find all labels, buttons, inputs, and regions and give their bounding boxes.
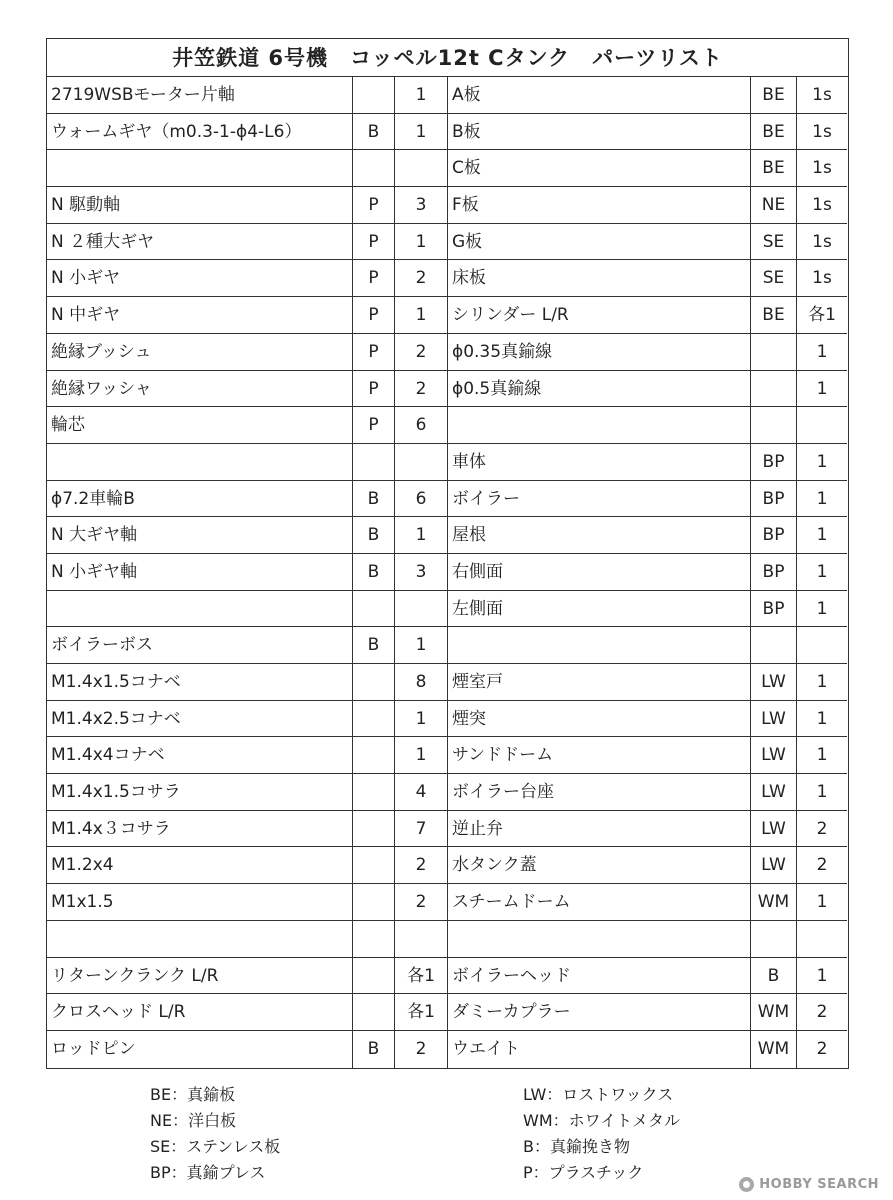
part-name-cell: 左側面: [448, 591, 751, 628]
part-name-cell: [448, 407, 751, 444]
material-cell: P: [353, 260, 395, 297]
part-name-cell: ウォームギヤ（m0.3-1-ϕ4-L6）: [47, 114, 353, 151]
quantity-cell: 1: [395, 517, 447, 554]
part-name-cell: M1.4x３コサラ: [47, 811, 353, 848]
quantity-cell: 1s: [797, 187, 847, 224]
quantity-cell: 1s: [797, 77, 847, 114]
material-cell: [353, 737, 395, 774]
part-name-cell: 輪芯: [47, 407, 353, 444]
quantity-cell: 2: [395, 260, 447, 297]
part-name-cell: 2719WSBモーター片軸: [47, 77, 353, 114]
hobby-search-logo-icon: [739, 1177, 754, 1192]
quantity-cell: 1: [797, 554, 847, 591]
material-cell: [353, 884, 395, 921]
material-cell: P: [353, 371, 395, 408]
legend-item: NE：洋白板: [150, 1111, 237, 1130]
part-name-cell: ϕ7.2車輪B: [47, 481, 353, 518]
quantity-cell: [395, 921, 447, 958]
material-cell: B: [353, 627, 395, 664]
quantity-cell: 1: [797, 517, 847, 554]
part-name-cell: 水タンク蓋: [448, 847, 751, 884]
material-cell: [353, 664, 395, 701]
quantity-cell: 1: [395, 114, 447, 151]
part-name-cell: リターンクランク L/R: [47, 958, 353, 995]
material-cell: LW: [751, 774, 797, 811]
material-cell: B: [353, 481, 395, 518]
legend-item: LW：ロストワックス: [523, 1085, 674, 1104]
table-row: [448, 664, 847, 701]
table-row: [47, 664, 447, 701]
part-name-cell: 屋根: [448, 517, 751, 554]
table-row: [47, 517, 447, 554]
material-cell: B: [751, 958, 797, 995]
material-cell: [353, 811, 395, 848]
quantity-cell: 3: [395, 187, 447, 224]
table-row: [448, 297, 847, 334]
quantity-cell: 1: [797, 737, 847, 774]
part-name-cell: M1.4x1.5コサラ: [47, 774, 353, 811]
part-name-cell: M1.4x1.5コナベ: [47, 664, 353, 701]
table-row: [47, 811, 447, 848]
table-row: [47, 77, 447, 114]
material-cell: BE: [751, 77, 797, 114]
table-row: [448, 517, 847, 554]
material-cell: BE: [751, 297, 797, 334]
material-cell: SE: [751, 260, 797, 297]
table-row: [448, 114, 847, 151]
quantity-cell: 1s: [797, 224, 847, 261]
part-name-cell: 車体: [448, 444, 751, 481]
part-name-cell: 逆止弁: [448, 811, 751, 848]
quantity-cell: [797, 627, 847, 664]
material-cell: P: [353, 334, 395, 371]
material-cell: WM: [751, 994, 797, 1031]
quantity-cell: 8: [395, 664, 447, 701]
quantity-cell: 1: [395, 297, 447, 334]
part-name-cell: サンドドーム: [448, 737, 751, 774]
quantity-cell: 各1: [395, 958, 447, 995]
part-name-cell: ロッドピン: [47, 1031, 353, 1068]
quantity-cell: 1: [797, 591, 847, 628]
table-row: [448, 627, 847, 664]
quantity-cell: 1: [395, 737, 447, 774]
part-name-cell: N 中ギヤ: [47, 297, 353, 334]
material-cell: B: [353, 114, 395, 151]
part-name-cell: N 小ギヤ: [47, 260, 353, 297]
part-name-cell: ϕ0.35真鍮線: [448, 334, 751, 371]
material-cell: LW: [751, 811, 797, 848]
table-row: [47, 224, 447, 261]
quantity-cell: 1s: [797, 150, 847, 187]
quantity-cell: 1s: [797, 114, 847, 151]
table-row: [47, 260, 447, 297]
material-cell: P: [353, 297, 395, 334]
legend-item: WM：ホワイトメタル: [523, 1111, 680, 1130]
table-row: [448, 994, 847, 1031]
material-cell: [751, 371, 797, 408]
material-cell: BP: [751, 591, 797, 628]
legend-right-column: [523, 1082, 680, 1192]
material-cell: B: [353, 517, 395, 554]
part-name-cell: シリンダー L/R: [448, 297, 751, 334]
part-name-cell: ボイラー: [448, 481, 751, 518]
material-cell: BP: [751, 517, 797, 554]
quantity-cell: 7: [395, 811, 447, 848]
table-row: [448, 737, 847, 774]
table-row: [47, 407, 447, 444]
quantity-cell: 4: [395, 774, 447, 811]
table-row: [448, 701, 847, 738]
parts-table: [47, 77, 848, 1068]
table-row: [448, 921, 847, 958]
quantity-cell: 1: [797, 774, 847, 811]
quantity-cell: 2: [797, 811, 847, 848]
table-row: [47, 334, 447, 371]
table-row: [448, 774, 847, 811]
legend-item: P：プラスチック: [523, 1163, 644, 1182]
table-row: [47, 591, 447, 628]
quantity-cell: 1: [797, 884, 847, 921]
watermark: [739, 1177, 879, 1192]
material-cell: P: [353, 224, 395, 261]
part-name-cell: ダミーカプラー: [448, 994, 751, 1031]
table-row: [47, 701, 447, 738]
table-row: [448, 811, 847, 848]
quantity-cell: 1: [797, 701, 847, 738]
table-row: [448, 224, 847, 261]
material-cell: B: [353, 554, 395, 591]
part-name-cell: N 駆動軸: [47, 187, 353, 224]
table-row: [448, 407, 847, 444]
quantity-cell: 1: [395, 627, 447, 664]
material-cell: P: [353, 187, 395, 224]
part-name-cell: [47, 921, 353, 958]
part-name-cell: G板: [448, 224, 751, 261]
legend-item: B：真鍮挽き物: [523, 1137, 630, 1156]
material-cell: [353, 701, 395, 738]
material-cell: LW: [751, 737, 797, 774]
material-cell: WM: [751, 884, 797, 921]
table-row: [448, 150, 847, 187]
material-cell: WM: [751, 1031, 797, 1068]
quantity-cell: 2: [395, 371, 447, 408]
material-cell: BP: [751, 554, 797, 591]
material-cell: [353, 847, 395, 884]
table-row: [448, 444, 847, 481]
table-row: [47, 114, 447, 151]
table-row: [47, 847, 447, 884]
part-name-cell: クロスヘッド L/R: [47, 994, 353, 1031]
quantity-cell: 2: [415, 1038, 427, 1059]
part-name-cell: C板: [448, 150, 751, 187]
quantity-cell: 各1: [797, 297, 847, 334]
quantity-cell: 1s: [797, 260, 847, 297]
table-row: [47, 994, 447, 1031]
material-cell: [751, 407, 797, 444]
material-cell: [353, 591, 395, 628]
legend-item: BE：真鍮板: [150, 1085, 236, 1104]
table-row: [448, 260, 847, 297]
page-title: 井笠鉄道 6号機 コッペル12t Cタンク パーツリスト: [47, 39, 848, 77]
quantity-cell: [797, 921, 847, 958]
quantity-cell: 1: [395, 77, 447, 114]
table-row: [47, 1031, 447, 1068]
part-name-cell: 煙突: [448, 701, 751, 738]
table-row: [47, 884, 447, 921]
part-name-cell: 床板: [448, 260, 751, 297]
parts-table-left: [47, 77, 448, 1068]
quantity-cell: 2: [816, 1038, 828, 1059]
material-cell: [353, 150, 395, 187]
part-name-cell: [448, 921, 751, 958]
legend-left-column: [150, 1082, 280, 1192]
part-name-cell: F板: [448, 187, 751, 224]
material-cell: [751, 334, 797, 371]
table-row: [47, 371, 447, 408]
quantity-cell: 1: [797, 371, 847, 408]
part-name-cell: 右側面: [448, 554, 751, 591]
table-row: [448, 958, 847, 995]
part-name-cell: M1.2x4: [47, 847, 353, 884]
material-cell: LW: [751, 664, 797, 701]
table-row: [448, 847, 847, 884]
material-cell: LW: [751, 847, 797, 884]
quantity-cell: 3: [395, 554, 447, 591]
table-row: [448, 884, 847, 921]
part-name-cell: N 小ギヤ軸: [47, 554, 353, 591]
table-row: [47, 444, 447, 481]
part-name-cell: ボイラー台座: [448, 774, 751, 811]
material-cell: BE: [751, 114, 797, 151]
quantity-cell: 1: [797, 664, 847, 701]
table-row: [448, 1031, 847, 1068]
part-name-cell: ϕ0.5真鍮線: [448, 371, 751, 408]
quantity-cell: 1: [395, 224, 447, 261]
table-row: [448, 591, 847, 628]
table-row: [47, 627, 447, 664]
part-name-cell: 絶縁ワッシャ: [47, 371, 353, 408]
material-cell: [353, 921, 395, 958]
part-name-cell: 絶縁ブッシュ: [47, 334, 353, 371]
part-name-cell: ウエイト: [448, 1031, 751, 1068]
material-cell: LW: [751, 701, 797, 738]
part-name-cell: B板: [448, 114, 751, 151]
material-cell: [353, 774, 395, 811]
material-cell: [353, 77, 395, 114]
watermark-text: HOBBY SEARCH: [759, 1177, 879, 1192]
table-row: [47, 150, 447, 187]
quantity-cell: [797, 407, 847, 444]
quantity-cell: 6: [395, 407, 447, 444]
table-row: [47, 737, 447, 774]
material-cell: B: [353, 1031, 395, 1068]
quantity-cell: [395, 150, 447, 187]
table-row: [448, 481, 847, 518]
part-name-cell: N ２種大ギヤ: [47, 224, 353, 261]
material-cell: SE: [751, 224, 797, 261]
quantity-cell: 2: [797, 847, 847, 884]
part-name-cell: [448, 627, 751, 664]
quantity-cell: 各1: [395, 994, 447, 1031]
quantity-cell: 2: [395, 334, 447, 371]
table-row: [47, 297, 447, 334]
quantity-cell: 1: [797, 958, 847, 995]
material-cell: BE: [751, 150, 797, 187]
quantity-cell: 1: [797, 334, 847, 371]
part-name-cell: [47, 591, 353, 628]
table-row: [47, 774, 447, 811]
quantity-cell: [395, 444, 447, 481]
material-legend: [140, 1082, 760, 1192]
legend-item: SE：ステンレス板: [150, 1137, 281, 1156]
table-row: [47, 187, 447, 224]
quantity-cell: [395, 591, 447, 628]
material-cell: [353, 958, 395, 995]
part-name-cell: M1.4x2.5コナベ: [47, 701, 353, 738]
part-name-cell: 煙室戸: [448, 664, 751, 701]
quantity-cell: 2: [395, 847, 447, 884]
part-name-cell: M1.4x4コナベ: [47, 737, 353, 774]
parts-list-sheet: [46, 38, 849, 1069]
material-cell: [353, 444, 395, 481]
parts-table-right: [448, 77, 847, 1068]
table-row: [47, 481, 447, 518]
material-cell: NE: [751, 187, 797, 224]
part-name-cell: A板: [448, 77, 751, 114]
quantity-cell: 2: [395, 884, 447, 921]
material-cell: [751, 627, 797, 664]
quantity-cell: 1: [797, 444, 847, 481]
table-row: [448, 77, 847, 114]
part-name-cell: [47, 150, 353, 187]
material-cell: P: [353, 407, 395, 444]
material-cell: [353, 994, 395, 1031]
quantity-cell: 1: [797, 481, 847, 518]
legend-item: BP：真鍮プレス: [150, 1163, 266, 1182]
table-row: [47, 958, 447, 995]
quantity-cell: 2: [797, 994, 847, 1031]
material-cell: [751, 921, 797, 958]
table-row: [448, 334, 847, 371]
material-cell: BP: [751, 481, 797, 518]
part-name-cell: スチームドーム: [448, 884, 751, 921]
quantity-cell: 6: [395, 481, 447, 518]
table-row: [47, 554, 447, 591]
table-row: [448, 371, 847, 408]
part-name-cell: [47, 444, 353, 481]
part-name-cell: M1x1.5: [47, 884, 353, 921]
part-name-cell: ボイラーヘッド: [448, 958, 751, 995]
table-row: [448, 554, 847, 591]
part-name-cell: N 大ギヤ軸: [47, 517, 353, 554]
table-row: [448, 187, 847, 224]
part-name-cell: ボイラーボス: [47, 627, 353, 664]
material-cell: BP: [751, 444, 797, 481]
table-row: [47, 921, 447, 958]
quantity-cell: 1: [395, 701, 447, 738]
